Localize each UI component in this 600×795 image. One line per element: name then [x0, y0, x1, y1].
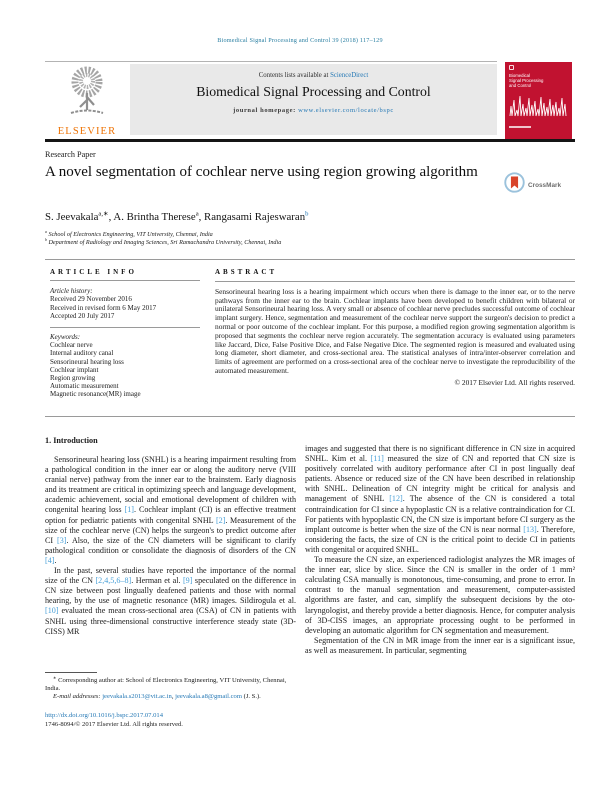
text-segment: , A. Brintha Therese: [108, 211, 196, 223]
abstract-copyright: © 2017 Elsevier Ltd. All rights reserved.: [454, 377, 575, 387]
text-segment: (J. S.).: [241, 693, 261, 701]
citation-ref-4[interactable]: [4]: [45, 555, 55, 565]
cover-waveform-graphic: [509, 92, 568, 123]
crossmark-badge[interactable]: [504, 173, 576, 197]
text-segment: . Herman et al.: [131, 576, 183, 586]
citation-ref-5[interactable]: [2,4,5,6–8]: [95, 576, 132, 586]
citation-ref-10[interactable]: [13]: [523, 524, 537, 534]
keywords-label: Keywords:: [50, 333, 81, 342]
citation-ref-8[interactable]: [11]: [370, 454, 384, 464]
affiliation-2: [45, 239, 545, 247]
abstract-section: [215, 268, 575, 388]
keyword-item: Automatic measurement: [50, 382, 119, 391]
homepage-link[interactable]: www.elsevier.com/locate/bspc: [298, 107, 394, 114]
article-info-section: [50, 268, 200, 399]
intro-paragraph-3: [305, 444, 575, 555]
divider: [50, 280, 200, 281]
abstract-heading: ABSTRACT: [215, 268, 278, 276]
journal-homepage-line: [130, 107, 497, 114]
text-segment: To measure the CN size, an experienced radiologist analyzes the MR images of the inner ear, slice by slice. Since the CN is smaller in the order of 1 mm² calculating CSA manually is monotonous, time-consuming, and prone to error. In contrast to the manual segmentation and measurement, computer-assisted algorithms are faster, and can, simplify the subsequent decisions by the oto-laryngologist, and thereby provide a better diagnosis. Hence, for computer analysis of 3D-CISS images, an appropriate processing ought to be performed in developing an automatic algorithm for CN segmentation and measurement.: [305, 555, 575, 635]
masthead-banner: [130, 64, 497, 135]
keyword-item: Magnetic resonance(MR) image: [50, 390, 141, 399]
seg-sup: a: [45, 229, 47, 234]
citation-ref-1[interactable]: [1]: [124, 505, 134, 515]
elsevier-wordmark: ELSEVIER: [57, 126, 117, 137]
history-item: Accepted 20 July 2017: [50, 311, 115, 320]
text-segment: .: [54, 555, 57, 565]
issn-copyright-line: 1746-8094/© 2017 Elsevier Ltd. All rights reserved.: [45, 720, 183, 728]
text-segment: . Measurement of the size of the cochlear nerve (CN) helps the surgeon's to predict outcome after CI: [45, 515, 296, 545]
intro-paragraph-1: [45, 455, 296, 566]
text-segment: . Therefore, considering the facts, the size of CN is the critical point to decide CI in patients with congenital or acquired SNHL.: [305, 524, 575, 554]
citation-ref-2[interactable]: [2]: [215, 515, 226, 525]
divider: [50, 327, 200, 328]
elsevier-tree-icon: [60, 107, 114, 124]
intro-heading: 1. Introduction: [45, 436, 98, 445]
seg-i: E-mail addresses:: [53, 693, 103, 701]
affiliations-block: [45, 231, 545, 247]
citation-ref-3[interactable]: [3]: [57, 535, 67, 545]
keyword-item: Region growing: [50, 374, 96, 383]
cover-title-line: Biomedical: [509, 73, 531, 78]
crossmark-icon: [504, 172, 525, 198]
seg-sup: a,∗: [98, 210, 109, 218]
keyword-item: Cochlear nerve: [50, 341, 93, 350]
footnote-block: [45, 672, 297, 702]
text-segment: , Rangasami Rajeswaran: [198, 211, 306, 223]
text-segment: In the past, several studies have reported the importance of the normal size of the CN: [45, 566, 296, 586]
imprint-block: [45, 712, 345, 729]
text-segment: speculated on the difference in CN size between post lingually deafened patients and those with normal hearing, by the use of magnetic resonance (MR) images. Sildirogula et al.: [45, 576, 296, 606]
seg-sup: b: [45, 237, 47, 242]
masthead-bottom-rule: [45, 139, 575, 142]
authors-line: [45, 211, 545, 223]
correspondence-note: [45, 674, 297, 693]
text-segment: . Also, the size of the CN diameters will be significant to clarify pathological condition or consolidate the diagnosis of disorders of the CN: [45, 535, 296, 555]
email-addresses-line: [45, 693, 297, 701]
seg-sup: ∗: [53, 674, 57, 680]
cover-logo-mark: [509, 65, 514, 70]
keyword-item: Internal auditory canal: [50, 349, 114, 358]
text-segment: Contents lists available at: [258, 72, 331, 79]
history-item: Received 29 November 2016: [50, 295, 132, 304]
contents-lists-line: [130, 72, 497, 79]
text-segment: measured the size of CN and reported that CN size is positively correlated with auditory performance after CI in post lingually deaf patients. Absence or reduced size of the CN have been described in relationship with SNHL. Delineation of CN integrity might be critical for analysis and management of SNHL: [305, 454, 575, 504]
citation-ref-9[interactable]: [12]: [389, 494, 403, 504]
doi-link[interactable]: http://dx.doi.org/10.1016/j.bspc.2017.07.014: [45, 712, 164, 719]
seg-supref: b: [305, 210, 309, 218]
article-info-heading: ARTICLE INFO: [50, 268, 137, 276]
text-segment: Corresponding author at: School of Electronics Engineering, VIT University, Chennai, India.: [45, 677, 287, 693]
text-segment: Department of Radiology and Imaging Sciences, Sri Ramachandra University, Chennai, India: [46, 239, 282, 246]
divider: [45, 259, 575, 260]
citation-ref-7[interactable]: [10]: [45, 606, 59, 616]
text-segment: . The absence of the CN is considered a total contraindication for CI since a hypoplastic CN is a relative contraindication for CI. For patients with hypoplastic CN, the CN size is important before CI surgery as the implant outcome is better when the size of the CN is near normal: [305, 494, 576, 534]
intro-paragraph-5: [305, 636, 575, 656]
intro-paragraph-2: [45, 566, 296, 637]
seg-sup: a: [195, 210, 199, 218]
article-type-label: Research Paper: [45, 150, 96, 159]
keyword-item: Cochlear implant: [50, 365, 99, 374]
article-history-label: Article history:: [50, 287, 93, 296]
text-segment: evaluated the mean cross-sectional area (CSA) of CN in patients with SNHL using three-dimensional constructive interference steady state (3D- CISS) MR: [45, 606, 296, 636]
masthead-top-rule: [45, 61, 497, 62]
text-segment: Sensorineural hearing loss (SNHL) is a hearing impairment resulting from a pathological condition in the inner ear or along the auditory nerve (VIII cranial nerve) pathway from the inner ear to the brainstem. Early diagnosis and its treatment are critical in optimizing speech and language development, academic achievement, social and emotional development of children with congenital hearing loss: [45, 455, 296, 515]
abstract-text: Sensorineural hearing loss is a hearing impairment which occurs when there is damage to the inner ear, or to the nerve pathways from the inner ear to the brain. Cochlear implants have been developed to benefit children with bilateral or unilateral Sensorineural hearing loss. A very small or absence of cochlear nerve precludes successful outcome of cochlear implant surgery. Hence, segmentation and measurement of the cochlear nerve support the surgeon's decision to predict a normal or poor outcome of the cochlear implant. For this purpose, a modified region growing segmentation algorithm is proposed that segments the cochlear nerve region accurately. The segmentation accuracy is evaluated using parameters like Jaccard, Dice, False Positive Dice, and False Negative Dice. The segmented region is measured and evaluated using long diameter, short diameter, and cross-sectional area. The statistical analyses of intra/inter-observer correlation and limits of agreement are performed on a cross-sectional area of the cochlear nerve to investigate the reproducibility of the automated measurement.: [215, 286, 575, 375]
intro-paragraph-4: [305, 555, 575, 636]
journal-title: Biomedical Signal Processing and Control: [196, 84, 431, 99]
intro-left-column: [45, 455, 296, 637]
intro-right-column: [305, 444, 575, 656]
divider: [45, 416, 575, 417]
cover-title-line: and Control: [509, 83, 532, 89]
footnote-rule: [45, 672, 97, 673]
elsevier-logo: [46, 66, 128, 138]
citation-ref-6[interactable]: [9]: [182, 576, 193, 586]
article-title: A novel segmentation of cochlear nerve using region growing algorithm: [45, 164, 478, 180]
crossmark-label: CrossMark: [528, 181, 562, 189]
text-segment: S. Jeevakala: [45, 211, 99, 223]
journal-cover-thumbnail[interactable]: [505, 62, 572, 139]
divider: [215, 281, 575, 282]
affiliation-1: [45, 231, 545, 239]
email-link-2[interactable]: jeevakala.a8@gmail.com: [175, 693, 242, 701]
text-segment: images and suggested that there is no significant difference in CN size in acquired SNHL. Kim et al.: [305, 444, 575, 464]
sciencedirect-link[interactable]: ScienceDirect: [330, 72, 369, 79]
cover-title-line: Signal Processing: [509, 78, 544, 84]
keyword-item: Sensorineural hearing loss: [50, 357, 124, 366]
text-segment: . Cochlear implant (CI) is an effective treatment option for pediatric patients with congenital SNHL: [45, 505, 296, 525]
journal-citation-line: Biomedical Signal Processing and Control 39 (2018) 117–129: [217, 37, 383, 44]
email-link-1[interactable]: jeevakala.s2013@vit.ac.in: [102, 693, 172, 701]
text-segment: Segmentation of the CN in MR image from the inner ear is a significant issue, as well as measurement. In particular, segmenting: [305, 635, 575, 655]
text-segment: School of Electronics Engineering, VIT University, Chennai, India: [46, 231, 213, 238]
seg-b: journal homepage:: [233, 107, 299, 114]
cover-publisher-mark: [509, 126, 531, 129]
text-segment: ,: [171, 693, 176, 701]
history-item: Received in revised form 6 May 2017: [50, 303, 157, 312]
